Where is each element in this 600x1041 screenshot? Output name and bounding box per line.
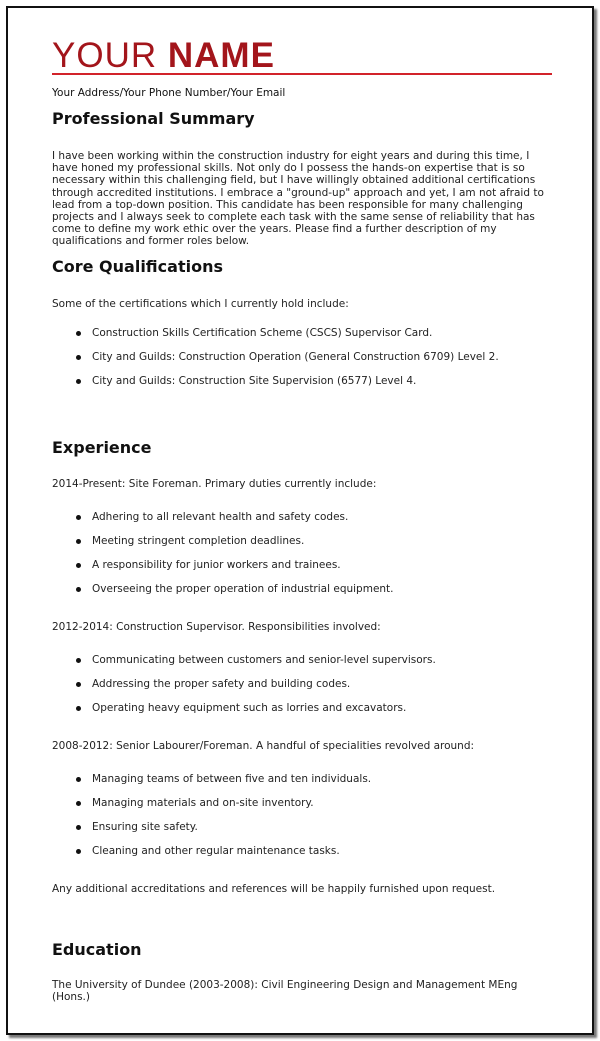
education-section <box>52 940 552 1003</box>
list-item: A responsibility for junior workers and trainees. <box>52 559 552 583</box>
job-title: 2014-Present: Site Foreman. Primary duties currently include: <box>52 478 377 490</box>
list-item: Overseeing the proper operation of industrial equipment. <box>52 583 552 607</box>
list-item: Cleaning and other regular maintenance tasks. <box>52 845 552 869</box>
qualifications-intro: Some of the certifications which I currently hold include: <box>52 298 349 310</box>
list-item: Addressing the proper safety and building codes. <box>52 678 552 702</box>
summary-section <box>52 109 552 248</box>
experience-heading: Experience <box>52 438 152 457</box>
list-item: City and Guilds: Construction Operation (General Construction 6709) Level 2. <box>52 351 552 375</box>
job-title: 2008-2012: Senior Labourer/Foreman. A handful of specialities revolved around: <box>52 740 475 752</box>
job-duties-list <box>52 511 552 607</box>
list-item: Meeting stringent completion deadlines. <box>52 535 552 559</box>
header-divider <box>52 73 552 75</box>
education-heading: Education <box>52 940 142 959</box>
experience-section <box>52 438 552 896</box>
list-item: Managing materials and on-site inventory. <box>52 797 552 821</box>
closing-note: Any additional accreditations and references will be happily furnished upon request. <box>52 883 496 895</box>
education-text: The University of Dundee (2003-2008): Civil Engineering Design and Management MEng (Hons.) <box>52 979 518 1004</box>
list-item: Managing teams of between five and ten individuals. <box>52 773 552 797</box>
candidate-name <box>52 36 275 76</box>
qualifications-list <box>52 327 552 399</box>
job-title: 2012-2014: Construction Supervisor. Responsibilities involved: <box>52 621 381 633</box>
summary-text: I have been working within the construction industry for eight years and during this time, I have honed my professional skills. Not only do I possess the hands-on expertise that is so necessary within this challenging field, but I have willingly obtained additional certifications through accredited institutions. I embrace a "ground-up" approach and yet, I am not afraid to lead from a top-down position. This candidate has been responsible for many challenging projects and I always seek to complete each task with the same sense of reliability that has come to define my work ethic over the years. Please find a further description of my qualifications and former roles below. <box>52 150 544 248</box>
list-item: Operating heavy equipment such as lorries and excavators. <box>52 702 552 726</box>
job-duties-list <box>52 773 552 869</box>
qualifications-section <box>52 257 552 399</box>
contact-line: Your Address/Your Phone Number/Your Email <box>52 87 286 99</box>
qualifications-heading: Core Qualifications <box>52 257 223 276</box>
list-item: Construction Skills Certification Scheme (CSCS) Supervisor Card. <box>52 327 552 351</box>
list-item: City and Guilds: Construction Site Supervision (6577) Level 4. <box>52 375 552 399</box>
list-item: Communicating between customers and senior-level supervisors. <box>52 654 552 678</box>
name-first: YOUR <box>52 36 158 75</box>
list-item: Adhering to all relevant health and safety codes. <box>52 511 552 535</box>
summary-heading: Professional Summary <box>52 109 255 128</box>
name-last: NAME <box>167 36 275 75</box>
list-item: Ensuring site safety. <box>52 821 552 845</box>
job-duties-list <box>52 654 552 726</box>
